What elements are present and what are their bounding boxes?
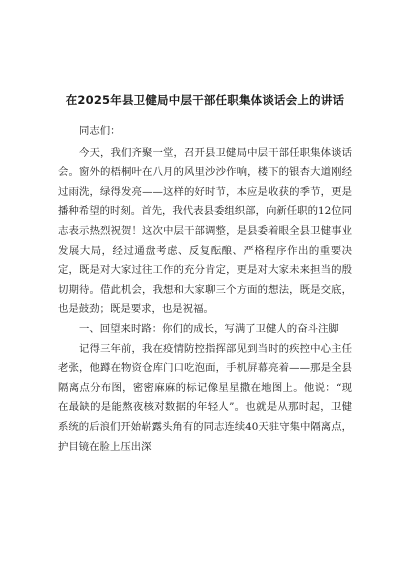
paragraph-memory: 记得三年前，我在疫情防控指挥部见到当时的疾控中心主任老张，他蹲在物资仓库门口吃泡面，手机屏幕亮着——那是全县隔离点分布图，密密麻麻的标记像星星撒在地图上。他说：“现在最缺的是能熬夜核对数据的年轻人”。也就是从那时起，卫健系统的后浪们开始崭露头角有的同志连续40天驻守集中隔离点，护目镜在脸上压出深 [58,342,352,453]
paragraph-opening: 今天，我们齐聚一堂，召开县卫健局中层干部任职集体谈话会。窗外的梧桐叶在八月的风里沙沙作响，楼下的银杏大道刚经过雨洗，绿得发亮——这样的好时节，本应是收获的季节，更是播种希望的时刻。首先，我代表县委组织部，向新任职的12位同志表示热烈祝贺！这次中层干部调整，是县委着眼全县卫健事业发展大局，经过通盘考虑、反复酝酿、严格程序作出的重要决定，既是对大家过往工作的充分肯定，更是对大家未来担当的殷切期待。借此机会，我想和大家聊三个方面的想法，既是交底，也是鼓劲；既是要求，也是祝福。 [58,146,352,316]
greeting: 同志们： [79,125,121,137]
document-body [58,120,352,457]
document-title: 在2025年县卫健局中层干部任职集体谈话会上的讲话 [65,93,345,107]
section-heading-one: 一、回望来时路：你们的成长，写满了卫健人的奋斗注脚 [79,322,339,335]
